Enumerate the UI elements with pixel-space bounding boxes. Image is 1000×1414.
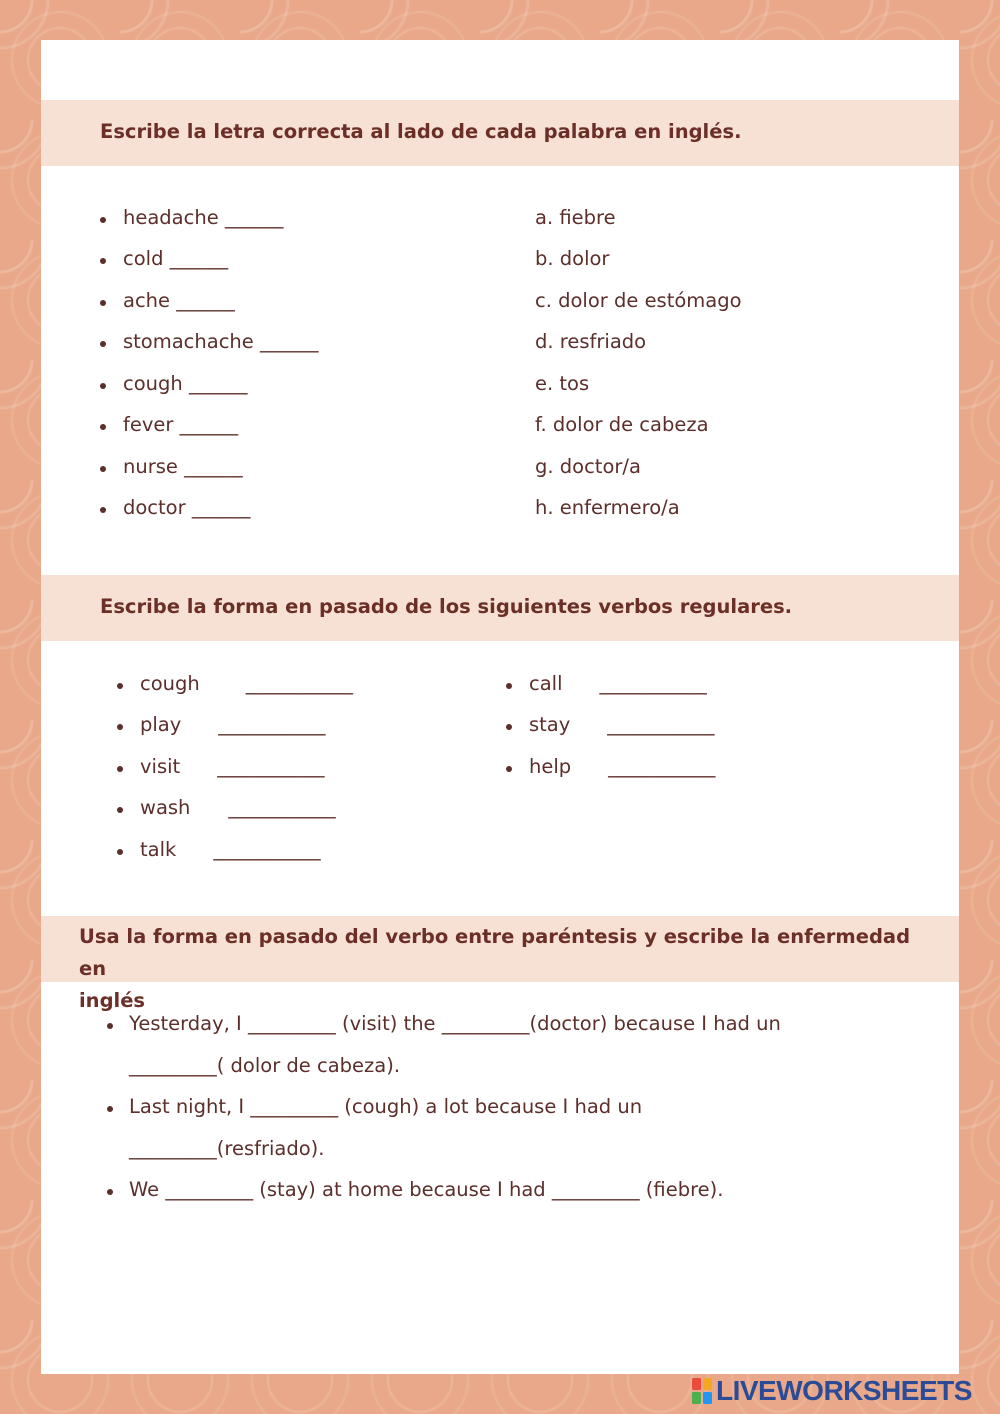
option-b: b. dolor — [535, 247, 610, 270]
bullet-dot — [100, 507, 106, 513]
bullet-dot — [117, 849, 123, 855]
section1-instruction: Escribe la letra correcta al lado de cada palabra en inglés. — [100, 120, 742, 143]
liveworksheets-logo — [692, 1377, 992, 1407]
sentence-1-line1[interactable]: Yesterday, I _________ (visit) the _________(doctor) because I had un — [129, 1012, 781, 1035]
word-item-doctor[interactable]: doctor ______ — [123, 496, 251, 519]
bullet-dot — [506, 766, 512, 772]
bullet-dot — [506, 683, 512, 689]
verb-item-play[interactable]: play ___________ — [140, 713, 326, 736]
sentence-2-line1[interactable]: Last night, I _________ (cough) a lot because I had un — [129, 1095, 643, 1118]
word-item-stomachache[interactable]: stomachache ______ — [123, 330, 319, 353]
option-c: c. dolor de estómago — [535, 289, 742, 312]
answer-blank[interactable]: ___________ — [608, 755, 716, 778]
verb-item-cough[interactable]: cough ___________ — [140, 672, 353, 695]
section3-header — [41, 916, 959, 1012]
sentence-1-line2[interactable]: _________( dolor de cabeza). — [129, 1054, 401, 1077]
bullet-dot — [100, 300, 106, 306]
bullet-dot — [100, 424, 106, 430]
option-g: g. doctor/a — [535, 455, 641, 478]
option-d: d. resfriado — [535, 330, 647, 353]
word-item-ache[interactable]: ache ______ — [123, 289, 235, 312]
section3-instruction-line1: Usa la forma en pasado del verbo entre paréntesis y escribe la enfermedad en — [79, 925, 911, 980]
section1-header — [41, 100, 959, 166]
bullet-dot — [107, 1106, 113, 1112]
bullet-dot — [100, 258, 106, 264]
option-h: h. enfermero/a — [535, 496, 680, 519]
answer-blank[interactable]: ___________ — [599, 672, 707, 695]
logo-mark-icon — [692, 1378, 712, 1404]
verb-item-wash[interactable]: wash ___________ — [140, 796, 336, 819]
section3-instruction-line2: inglés — [79, 989, 146, 1012]
bullet-dot — [117, 724, 123, 730]
verb-item-stay[interactable]: stay ___________ — [529, 713, 715, 736]
word-item-fever[interactable]: fever ______ — [123, 413, 239, 436]
bullet-dot — [100, 341, 106, 347]
verb-item-talk[interactable]: talk ___________ — [140, 838, 321, 861]
section2-header — [41, 575, 959, 641]
answer-blank[interactable]: ___________ — [218, 713, 326, 736]
verb-item-help[interactable]: help ___________ — [529, 755, 716, 778]
bullet-dot — [117, 807, 123, 813]
answer-blank[interactable]: ___________ — [245, 672, 353, 695]
answer-blank[interactable]: ___________ — [217, 755, 325, 778]
word-item-cold[interactable]: cold ______ — [123, 247, 229, 270]
answer-blank[interactable]: ___________ — [228, 796, 336, 819]
bullet-dot — [117, 683, 123, 689]
bullet-dot — [117, 766, 123, 772]
worksheet-page — [41, 40, 959, 1374]
answer-blank[interactable]: ___________ — [213, 838, 321, 861]
bullet-dot — [107, 1189, 113, 1195]
bullet-dot — [107, 1023, 113, 1029]
section2-instruction: Escribe la forma en pasado de los siguientes verbos regulares. — [100, 595, 793, 618]
bullet-dot — [506, 724, 512, 730]
bullet-dot — [100, 383, 106, 389]
bullet-dot — [100, 217, 106, 223]
answer-blank[interactable]: ___________ — [607, 713, 715, 736]
verb-item-visit[interactable]: visit ___________ — [140, 755, 325, 778]
option-f: f. dolor de cabeza — [535, 413, 709, 436]
option-a: a. fiebre — [535, 206, 616, 229]
brand-text: LIVEWORKSHEETS — [716, 1375, 972, 1406]
option-e: e. tos — [535, 372, 590, 395]
word-item-nurse[interactable]: nurse ______ — [123, 455, 243, 478]
sentence-2-line2[interactable]: _________(resfriado). — [129, 1137, 325, 1160]
bullet-dot — [100, 466, 106, 472]
word-item-headache[interactable]: headache ______ — [123, 206, 284, 229]
sentence-3-line1[interactable]: We _________ (stay) at home because I had _________ (fiebre). — [129, 1178, 724, 1201]
verb-item-call[interactable]: call ___________ — [529, 672, 707, 695]
word-item-cough[interactable]: cough ______ — [123, 372, 248, 395]
